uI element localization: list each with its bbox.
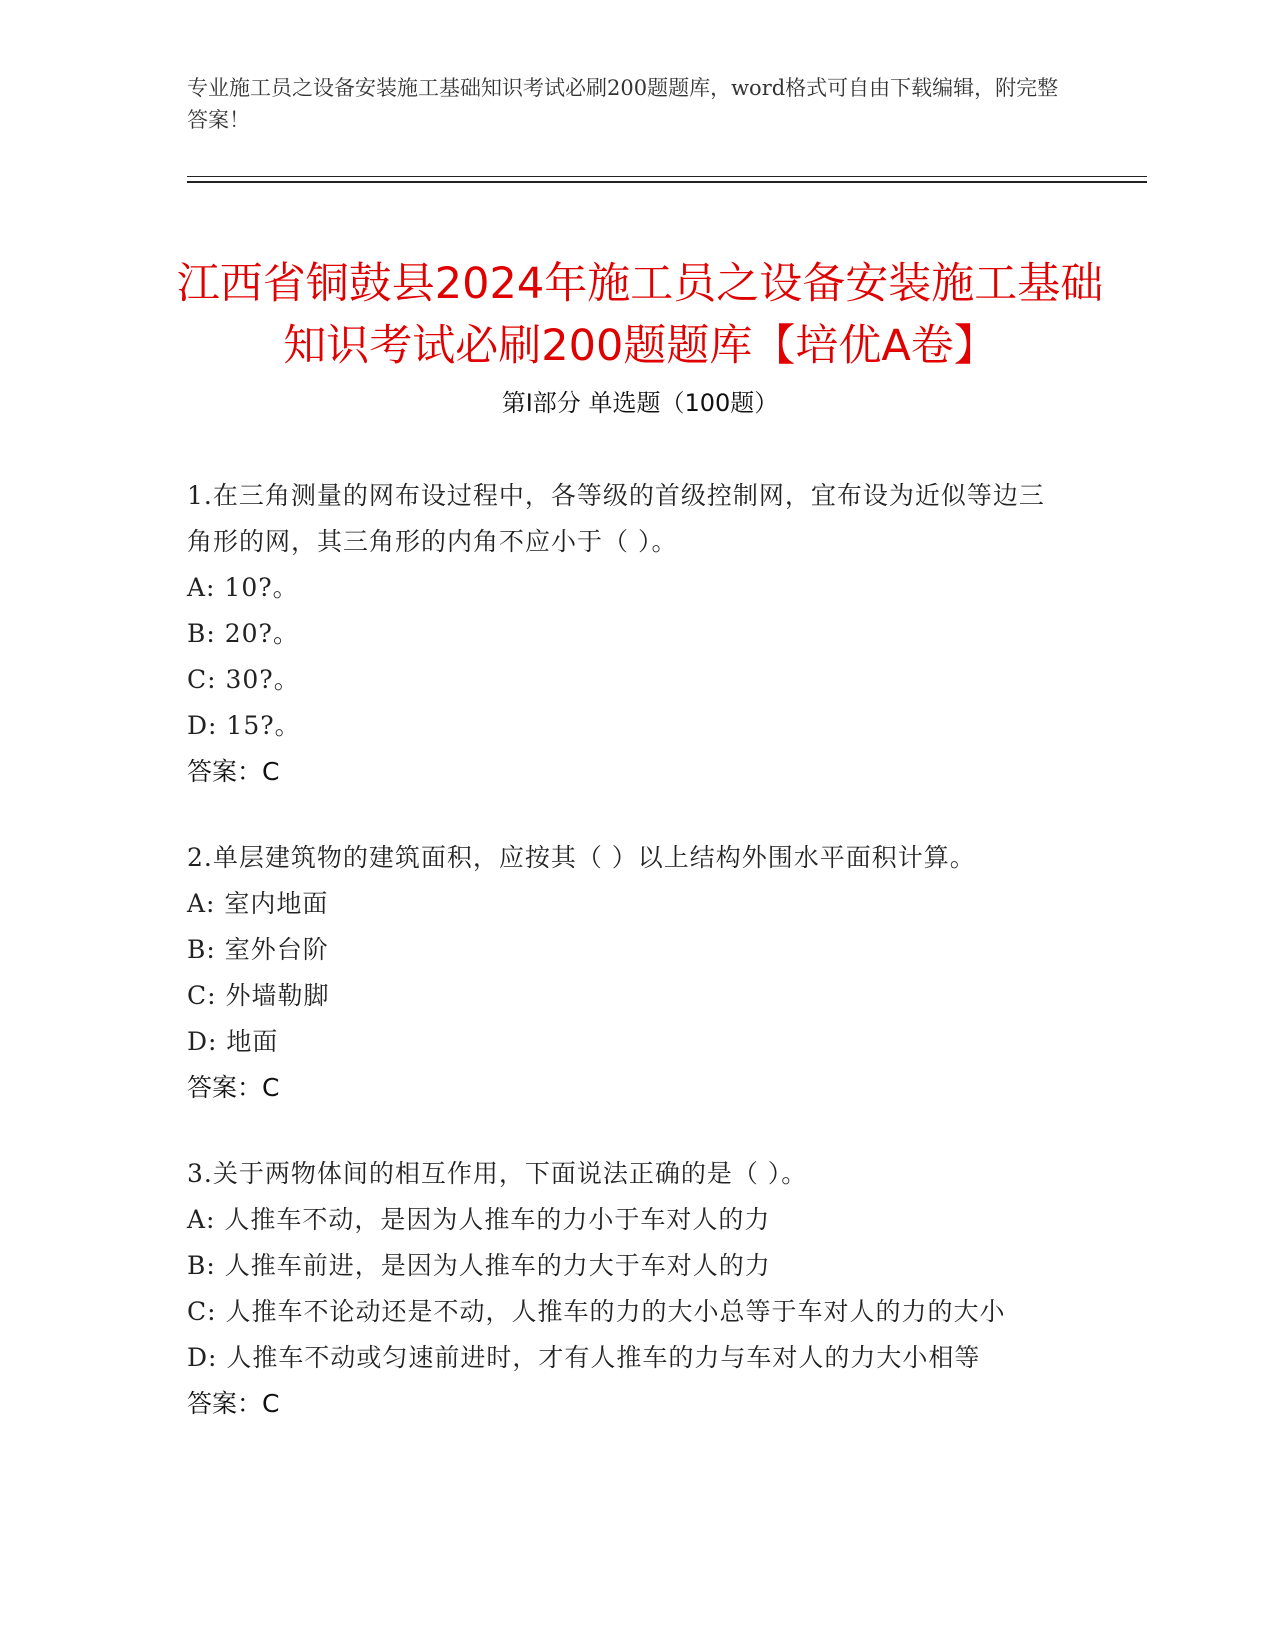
header-rule-thin: [187, 176, 1147, 177]
header-note: 专业施工员之设备安装施工基础知识考试必刷200题题库，word格式可自由下载编辑，附完整答案！: [187, 76, 1059, 132]
option-a: A: 10?。: [187, 573, 299, 602]
section-heading: 第I部分 单选题（100题）: [501, 389, 779, 417]
option-b: B: 人推车前进，是因为人推车的力大于车对人的力: [187, 1251, 771, 1280]
option-c: C: 外墙勒脚: [187, 981, 330, 1010]
option-b: B: 室外台阶: [187, 935, 329, 964]
header-rule-thick: [187, 181, 1147, 183]
answer: 答案：C: [187, 1389, 280, 1418]
option-b: B: 20?。: [187, 619, 299, 648]
option-d: D: 15?。: [187, 711, 301, 740]
option-d: D: 地面: [187, 1027, 279, 1056]
question-text: 3.关于两物体间的相互作用，下面说法正确的是（ ）。: [187, 1159, 808, 1188]
question-list: [187, 473, 1067, 1467]
question-3: [187, 1151, 1067, 1427]
answer: 答案：C: [187, 1073, 280, 1102]
question-text: 1.在三角测量的网布设过程中，各等级的首级控制网，宜布设为近似等边三角形的网，其三角形的内角不应小于（ ）。: [187, 481, 1045, 556]
option-c: C: 人推车不论动还是不动，人推车的力的大小总等于车对人的力的大小: [187, 1297, 1006, 1326]
option-a: A: 室内地面: [187, 889, 329, 918]
question-text: 2.单层建筑物的建筑面积，应按其（ ）以上结构外围水平面积计算。: [187, 843, 976, 872]
option-d: D: 人推车不动或匀速前进时，才有人推车的力与车对人的力大小相等: [187, 1343, 981, 1372]
question-1: [187, 473, 1067, 795]
option-c: C: 30?。: [187, 665, 300, 694]
answer: 答案：C: [187, 757, 280, 786]
option-a: A: 人推车不动，是因为人推车的力小于车对人的力: [187, 1205, 771, 1234]
document-title: 江西省铜鼓县2024年施工员之设备安装施工基础知识考试必刷200题题库【培优A卷】: [176, 258, 1104, 371]
question-2: [187, 835, 1067, 1111]
